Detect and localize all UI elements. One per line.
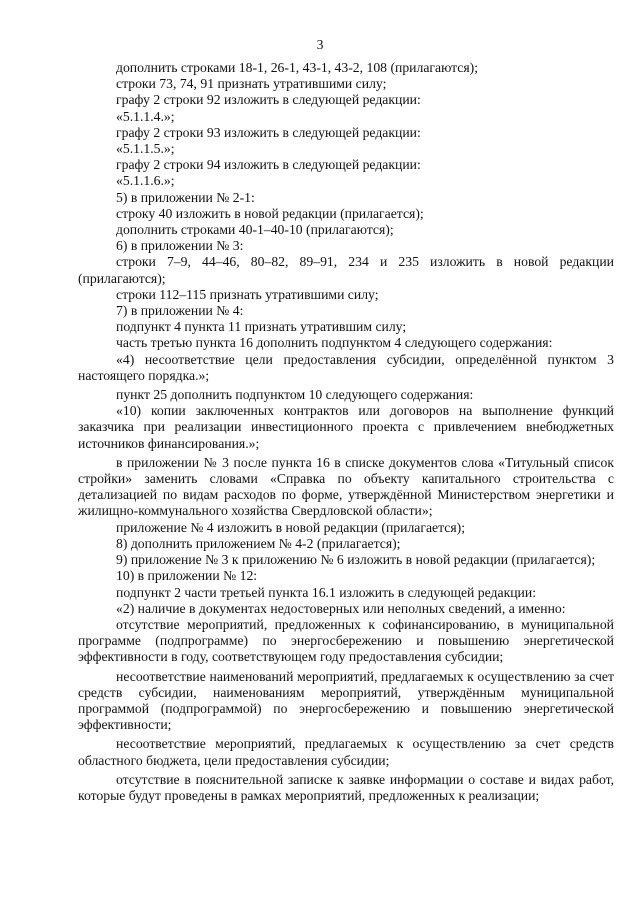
paragraph: 6) в приложении № 3: [116,238,244,254]
paragraph: подпункт 2 части третьей пункта 16.1 изложить в следующей редакции: [116,584,537,600]
paragraph: «10) копии заключенных контрактов или договоров на выполнение функций заказчика при реализации инвестиционного проекта с привлечением внебюджетных источников финансирования.»; [78,403,614,451]
paragraph: часть третью пункта 16 дополнить подпунктом 4 следующего содержания: [116,335,553,351]
paragraph: несоответствие наименований мероприятий, предлагаемых к осуществлению за счет средств субсидии, наименованиям мероприятий, утверждённым муниципальной программой (подпрограммой) по энергосбережению и повышению энергетической эффективности; [78,668,614,733]
paragraph: отсутствие мероприятий, предложенных к софинансированию, в муниципальной программе (подпрограмме) по энергосбережению и повышению энергетической эффективности в году, соответствующем году предоставления субсидии; [78,616,614,665]
paragraph: строку 40 изложить в новой редакции (прилагается); [116,205,424,221]
paragraph: отсутствие в пояснительной записке к заявке информации о составе и видах работ, которые будут проведены в рамках мероприятий, предложенных к реализации; [78,771,614,803]
paragraph: пункт 25 дополнить подпунктом 10 следующего содержания: [116,387,474,403]
paragraph: графу 2 строки 93 изложить в следующей редакции: [116,124,421,140]
paragraph: «2) наличие в документах недостоверных или неполных сведений, а именно: [116,600,566,616]
paragraph: «5.1.1.4.»; [116,108,175,124]
page-number: 3 [316,37,324,52]
paragraph: 10) в приложении № 12: [116,568,258,584]
paragraph: графу 2 строки 94 изложить в следующей редакции: [116,157,421,173]
paragraph: строки 7–9, 44–46, 80–82, 89–91, 234 и 235 изложить в новой редакции (прилагаются); [78,254,614,286]
paragraph: «5.1.1.5.»; [116,141,175,157]
paragraph: 5) в приложении № 2-1: [116,189,255,205]
paragraph: приложение № 4 изложить в новой редакции (прилагается); [116,519,466,535]
paragraph: несоответствие мероприятий, предлагаемых к осуществлению за счет средств областного бюджета, цели предоставления субсидии; [78,736,614,768]
paragraph: «4) несоответствие цели предоставления субсидии, определённой пунктом 3 настоящего порядка.»; [78,351,614,383]
paragraph: дополнить строками 18-1, 26-1, 43-1, 43-2, 108 (прилагаются); [116,60,479,75]
paragraph: «5.1.1.6.»; [116,173,175,189]
paragraph: 9) приложение № 3 к приложению № 6 изложить в новой редакции (прилагается); [116,552,596,568]
paragraph: 8) дополнить приложением № 4-2 (прилагается); [116,535,401,551]
paragraph: дополнить строками 40-1–40-10 (прилагаются); [116,222,394,238]
paragraph: графу 2 строки 92 изложить в следующей редакции: [116,92,421,108]
paragraph: строки 112–115 признать утратившими силу; [116,286,379,302]
paragraph: в приложении № 3 после пункта 16 в списке документов слова «Титульный список стройки» заменить словами «Справка по объекту капитального строительства с детализацией по видам расходов по форме, утверждённой Министерством энергетики и жилищно-коммунального хозяйства Свердловской области»; [78,454,614,519]
document-body [78,60,614,804]
paragraph: строки 73, 74, 91 признать утратившими силу; [116,76,387,92]
paragraph: подпункт 4 пункта 11 признать утратившим силу; [116,319,407,335]
paragraph: 7) в приложении № 4: [116,303,244,319]
